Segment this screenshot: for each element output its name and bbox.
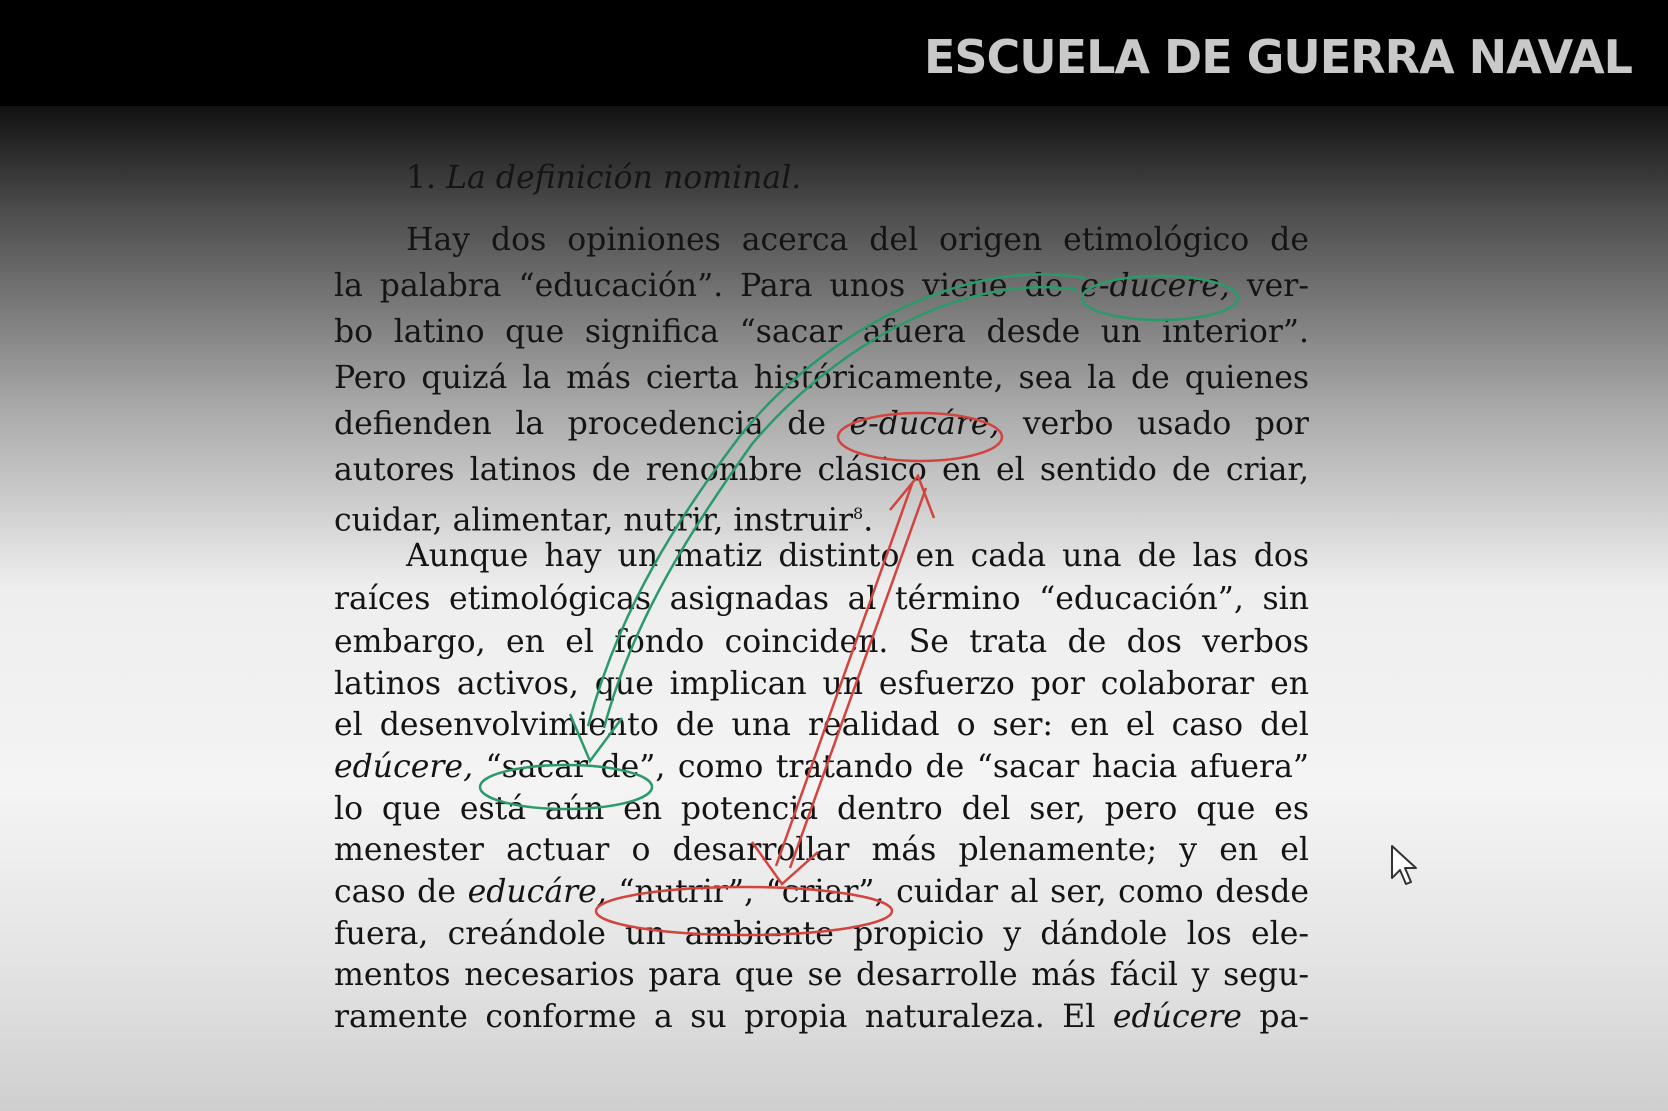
text-line: Pero quizá la más cierta históricamente, sea la de quienes bbox=[334, 360, 1309, 396]
text-line: caso de educáre, “nutrir”, “criar”, cuidar al ser, como desde bbox=[334, 874, 1310, 910]
text-line: latinos activos, que implican un esfuerzo por colaborar en bbox=[334, 666, 1309, 702]
text-line: Aunque hay un matiz distinto en cada una de las dos bbox=[406, 538, 1309, 574]
text-line: bo latino que significa “sacar afuera desde un interior”. bbox=[334, 314, 1309, 350]
text-line: cuidar, alimentar, nutrir, instruir$^8$. bbox=[334, 502, 874, 539]
mouse-pointer-icon bbox=[1390, 844, 1420, 888]
text-line: mentos necesarios para que se desarrolle más fácil y segu- bbox=[334, 957, 1309, 993]
text-line: la palabra “educación”. Para unos viene de e-ducere, ver- bbox=[334, 268, 1309, 304]
text-line: raíces etimológicas asignadas al término “educación”, sin bbox=[334, 581, 1309, 617]
section-heading bbox=[406, 156, 906, 200]
top-bar bbox=[0, 0, 1668, 106]
text-line: el desenvolvimiento de una realidad o ser: en el caso del bbox=[334, 707, 1309, 743]
text-line: embargo, en el fondo coinciden. Se trata de dos verbos bbox=[334, 624, 1309, 660]
scanned-page bbox=[0, 106, 1668, 1111]
text-line: menester actuar o desarrollar más plenamente; y en el bbox=[334, 832, 1309, 868]
heading-title: La definición nominal. bbox=[446, 160, 802, 196]
text-line: defienden la procedencia de e-ducáre, verbo usado por bbox=[334, 406, 1309, 442]
brand-title: ESCUELA DE GUERRA NAVAL bbox=[924, 30, 1632, 84]
heading-number: 1. bbox=[406, 160, 437, 196]
text-line: lo que está aún en potencia dentro del ser, pero que es bbox=[334, 791, 1309, 827]
footnote-marker: 8 bbox=[853, 504, 864, 523]
text-line: fuera, creándole un ambiente propicio y dándole los ele- bbox=[334, 916, 1309, 952]
text-line: autores latinos de renombre clásico en el sentido de criar, bbox=[334, 452, 1309, 488]
text-line: ramente conforme a su propia naturaleza. El edúcere pa- bbox=[334, 999, 1310, 1035]
text-line: edúcere, “sacar de”, como tratando de “sacar hacia afuera” bbox=[334, 749, 1309, 785]
text-line: Hay dos opiniones acerca del origen etimológico de bbox=[406, 222, 1309, 258]
